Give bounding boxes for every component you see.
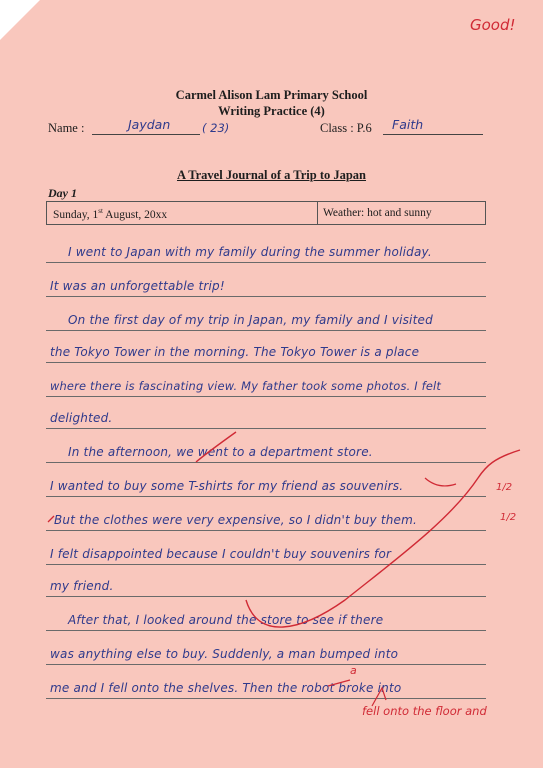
date-cell: Sunday, 1st August, 20xx bbox=[53, 207, 168, 221]
name-label: Name : bbox=[48, 121, 85, 135]
journal-line: where there is fascinating view. My father took some photos. I felt bbox=[50, 379, 442, 393]
journal-line: After that, I looked around the store to see if there bbox=[68, 613, 384, 627]
student-name: Jaydan bbox=[128, 117, 171, 132]
journal-line: delighted. bbox=[50, 411, 113, 425]
journal-line: I felt disappointed because I couldn't buy souvenirs for bbox=[50, 547, 392, 561]
journal-line: I went to Japan with my family during the summer holiday. bbox=[68, 245, 432, 259]
journal-title: A Travel Journal of a Trip to Japan bbox=[176, 168, 367, 182]
score-mark-1: 1/2 bbox=[496, 482, 513, 493]
journal-line: my friend. bbox=[50, 579, 114, 593]
class-name: Faith bbox=[392, 117, 424, 132]
practice-title: Writing Practice (4) bbox=[218, 104, 325, 118]
journal-line: It was an unforgettable trip! bbox=[50, 279, 225, 293]
teacher-correction: fell onto the floor and bbox=[362, 704, 487, 718]
journal-line: the Tokyo Tower in the morning. The Tokyo Tower is a place bbox=[50, 345, 420, 359]
journal-line: In the afternoon, we went to a department store. bbox=[68, 445, 373, 459]
weather-cell: Weather: hot and sunny bbox=[323, 207, 432, 219]
teacher-comment-good: Good! bbox=[470, 16, 516, 34]
day-label: Day 1 bbox=[48, 186, 77, 200]
journal-line: On the first day of my trip in Japan, my family and I visited bbox=[68, 313, 433, 327]
journal-line: I wanted to buy some T-shirts for my friend as souvenirs. bbox=[50, 479, 404, 493]
journal-line: me and I fell onto the shelves. Then the robot broke into bbox=[50, 681, 402, 695]
student-number: ( 23) bbox=[202, 121, 230, 135]
score-mark-2: 1/2 bbox=[500, 512, 517, 523]
class-label: Class : P.6 bbox=[320, 121, 372, 135]
school-name: Carmel Alison Lam Primary School bbox=[175, 88, 368, 102]
insert-mark-a: a bbox=[350, 664, 357, 677]
journal-line: was anything else to buy. Suddenly, a man bumped into bbox=[50, 647, 399, 661]
journal-line: But the clothes were very expensive, so I didn't buy them. bbox=[54, 513, 418, 527]
